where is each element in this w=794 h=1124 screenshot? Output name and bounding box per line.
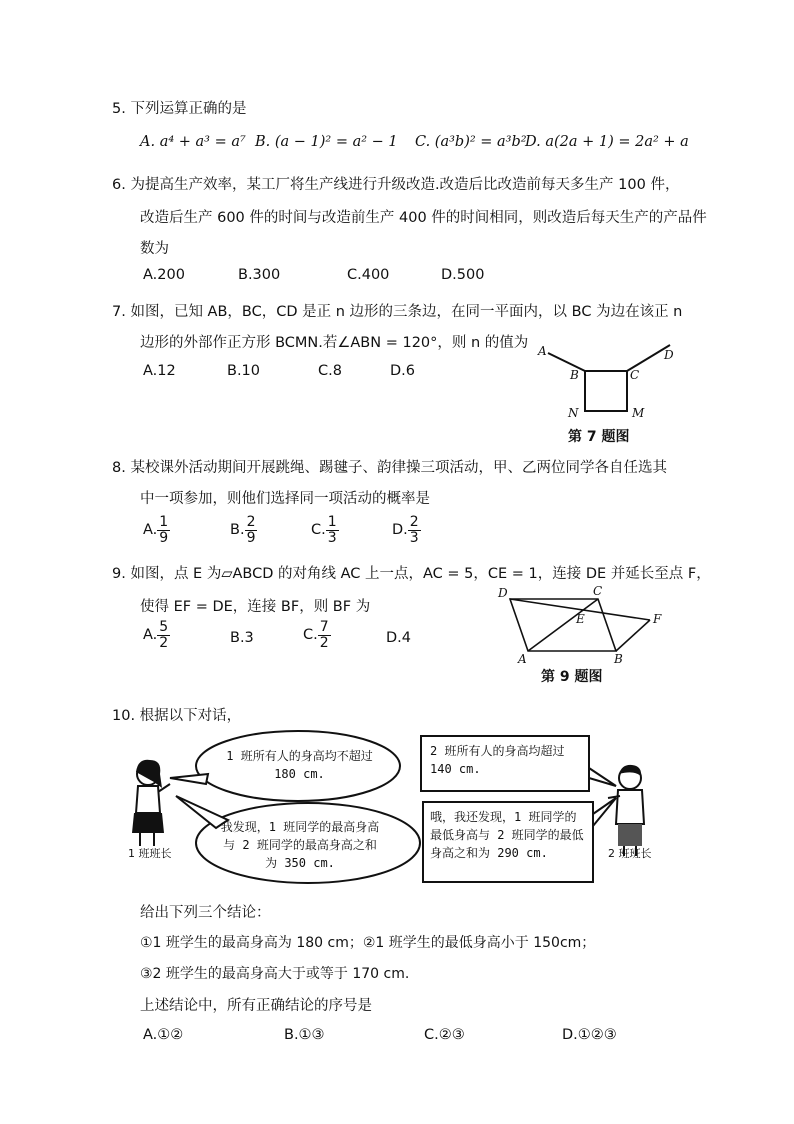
q9-option-c (303, 620, 331, 650)
q9-a-num: 5 (159, 619, 169, 635)
q9-option-a (143, 620, 170, 650)
bubble-1-text: 1 班所有人的身高均不超过 180 cm. (226, 749, 373, 781)
q8-d-den: 3 (409, 529, 419, 546)
q9-figure-caption: 第 9 题图 (541, 669, 603, 685)
q9-label-d: D (498, 586, 508, 600)
q9-option-c-letter: C. (303, 627, 318, 644)
q10-option-b: B.①③ (284, 1027, 325, 1043)
q8-option-a (143, 515, 170, 545)
q7-option-c: C.8 (318, 363, 342, 379)
q10-stem: 10. 根据以下对话， (112, 708, 242, 724)
q7-label-d: D (664, 348, 674, 362)
person1-figure (132, 760, 170, 846)
q7-label-c: C (630, 368, 640, 382)
q6-option-d: D.500 (441, 267, 485, 283)
q9-option-b: B.3 (230, 630, 254, 646)
q5-stem: 5. 下列运算正确的是 (112, 101, 247, 117)
q8-option-b-letter: B. (230, 522, 245, 539)
q7-figure-caption: 第 7 题图 (568, 429, 630, 445)
bubble-2-text: 我发现，1 班同学的最高身高与 2 班同学的最高身高之和为 350 cm. (220, 820, 380, 870)
q8-d-num: 2 (409, 514, 419, 530)
q10-intro: 给出下列三个结论： (140, 905, 271, 921)
q8-a-den: 9 (159, 529, 169, 546)
q9-line2: 使得 EF = DE，连接 BF，则 BF 为 (140, 599, 371, 615)
q8-line1: 8. 某校课外活动期间开展跳绳、踢毽子、韵律操三项活动，甲、乙两位同学各自任选其 (112, 460, 667, 476)
q10-option-a: A.①② (143, 1027, 184, 1043)
q8-option-d (392, 515, 421, 545)
person1-label: 1 班班长 (128, 847, 172, 860)
q9-label-b: B (614, 652, 623, 665)
q9-label-e: E (576, 612, 585, 626)
q8-option-c-letter: C. (311, 522, 326, 539)
q8-a-num: 1 (159, 514, 169, 530)
q5-option-c: C. (a³b)² = a³b² (415, 134, 527, 150)
q5-option-a: A. a⁴ + a³ = a⁷ (140, 134, 246, 150)
q6-line2: 改造后生产 600 件的时间与改造前生产 400 件的时间相同，则改造后每天生产的产品件 (140, 210, 707, 226)
q8-option-b (230, 515, 257, 545)
person2-label: 2 班班长 (608, 847, 652, 860)
q9-a-den: 2 (159, 634, 169, 651)
q7-label-a: A (538, 344, 547, 358)
q9-c-num: 7 (319, 619, 329, 635)
q6-option-c: C.400 (347, 267, 390, 283)
q6-option-a: A.200 (143, 267, 185, 283)
q7-option-a: A.12 (143, 363, 176, 379)
q9-figure (490, 585, 680, 665)
q10-question: 上述结论中，所有正确结论的序号是 (140, 998, 372, 1014)
q5-option-b: B. (a − 1)² = a² − 1 (255, 134, 398, 150)
q5-option-d: D. a(2a + 1) = 2a² + a (525, 134, 689, 150)
q8-b-num: 2 (246, 514, 256, 530)
q8-c-num: 1 (327, 514, 337, 530)
q7-option-b: B.10 (227, 363, 261, 379)
q6-option-b: B.300 (238, 267, 281, 283)
q8-c-den: 3 (327, 529, 337, 546)
q9-label-a: A (518, 652, 527, 665)
bubble-3-text: 2 班所有人的身高均超过 140 cm. (430, 744, 565, 776)
q10-conclusion-2: ③2 班学生的最高身高大于或等于 170 cm. (140, 966, 410, 982)
q8-option-a-letter: A. (143, 522, 158, 539)
q8-option-c (311, 515, 339, 545)
q6-line1: 6. 为提高生产效率，某工厂将生产线进行升级改造.改造后比改造前每天多生产 100 件， (112, 177, 680, 193)
bubble-4-text: 哦，我还发现，1 班同学的最低身高与 2 班同学的最低身高之和为 290 cm. (430, 810, 584, 860)
person2-figure (608, 765, 644, 856)
q7-figure (530, 335, 690, 425)
q9-option-d: D.4 (386, 630, 411, 646)
q10-option-c: C.②③ (424, 1027, 465, 1043)
q6-line3: 数为 (140, 241, 169, 257)
q7-line1: 7. 如图，已知 AB，BC，CD 是正 n 边形的三条边，在同一平面内，以 BC 为边在该正 n (112, 304, 683, 320)
q9-label-c: C (593, 585, 603, 598)
q7-option-d: D.6 (390, 363, 415, 379)
q9-label-f: F (653, 612, 662, 626)
q7-label-n: N (568, 406, 579, 420)
q8-line2: 中一项参加，则他们选择同一项活动的概率是 (140, 491, 430, 507)
q10-dialogue-figure (118, 728, 688, 908)
q9-line1: 9. 如图，点 E 为▱ABCD 的对角线 AC 上一点，AC = 5，CE = 1，连接 DE 并延长至点 F， (112, 566, 711, 582)
q10-conclusion-1: ①1 班学生的最高身高为 180 cm；②1 班学生的最低身高小于 150cm； (140, 935, 596, 951)
q9-option-a-letter: A. (143, 627, 158, 644)
q7-line2: 边形的外部作正方形 BCMN.若∠ABN = 120°，则 n 的值为 (140, 335, 529, 351)
q9-c-den: 2 (319, 634, 329, 651)
q7-label-m: M (632, 406, 645, 420)
q10-option-d: D.①②③ (562, 1027, 617, 1043)
q8-b-den: 9 (246, 529, 256, 546)
q8-option-d-letter: D. (392, 522, 408, 539)
q7-label-b: B (570, 368, 579, 382)
